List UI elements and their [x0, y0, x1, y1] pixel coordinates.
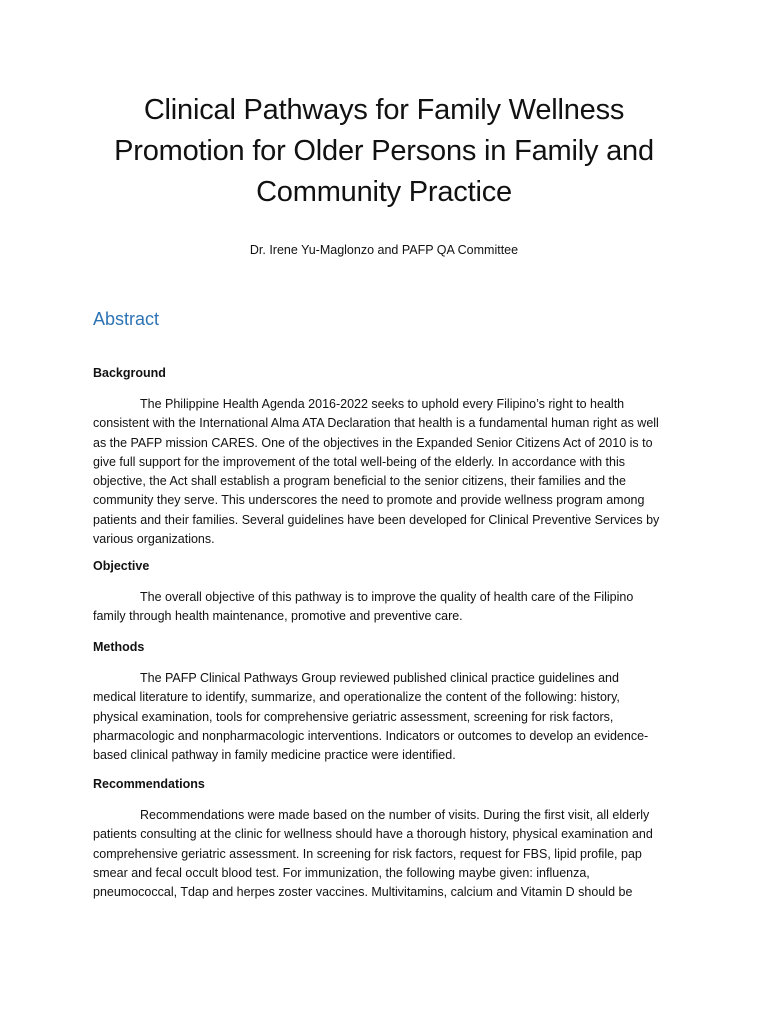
section-heading-background: Background	[93, 366, 166, 380]
section-paragraph-methods: The PAFP Clinical Pathways Group reviewed published clinical practice guidelines and medical literature to identify, summarize, and operationalize the content of the following: history, physical examination, tools for comprehensive geriatric assessment, screening for risk factors, pharmacologic and nonpharmacologic interventions. Indicators or outcomes to develop an evidence-based clinical pathway in family medicine practice were identified.	[93, 671, 649, 763]
abstract-heading: Abstract	[93, 309, 160, 329]
page-title: Clinical Pathways for Family Wellness Promotion for Older Persons in Family and Community Practice	[114, 94, 654, 208]
author-line: Dr. Irene Yu-Maglonzo and PAFP QA Committee	[249, 243, 519, 257]
section-heading-recommendations: Recommendations	[93, 777, 205, 791]
section-heading-methods: Methods	[93, 640, 145, 654]
section-paragraph-objective: The overall objective of this pathway is to improve the quality of health care of the Filipino family through health maintenance, promotive and preventive care.	[93, 590, 634, 624]
section-paragraph-recommendations: Recommendations were made based on the number of visits. During the first visit, all elderly patients consulting at the clinic for wellness should have a thorough history, physical examination and comprehensive geriatric assessment. In screening for risk factors, request for FBS, lipid profile, pap smear and fecal occult blood test. For immunization, the following maybe given: influenza, pneumococcal, Tdap and herpes zoster vaccines. Multivitamins, calcium and Vitamin D should be	[93, 808, 653, 900]
section-paragraph-background: The Philippine Health Agenda 2016-2022 seeks to uphold every Filipino’s right to health consistent with the International Alma ATA Declaration that health is a fundamental human right as well as the PAFP mission CARES. One of the objectives in the Expanded Senior Citizens Act of 2010 is to give full support for the improvement of the total well-being of the elderly. In accordance with this objective, the Act shall establish a program beneficial to the senior citizens, their families and the community they serve. This underscores the need to promote and provide wellness program among patients and their families. Several guidelines have been developed for Clinical Preventive Services by various organizations.	[93, 397, 660, 547]
section-heading-objective: Objective	[93, 559, 150, 573]
